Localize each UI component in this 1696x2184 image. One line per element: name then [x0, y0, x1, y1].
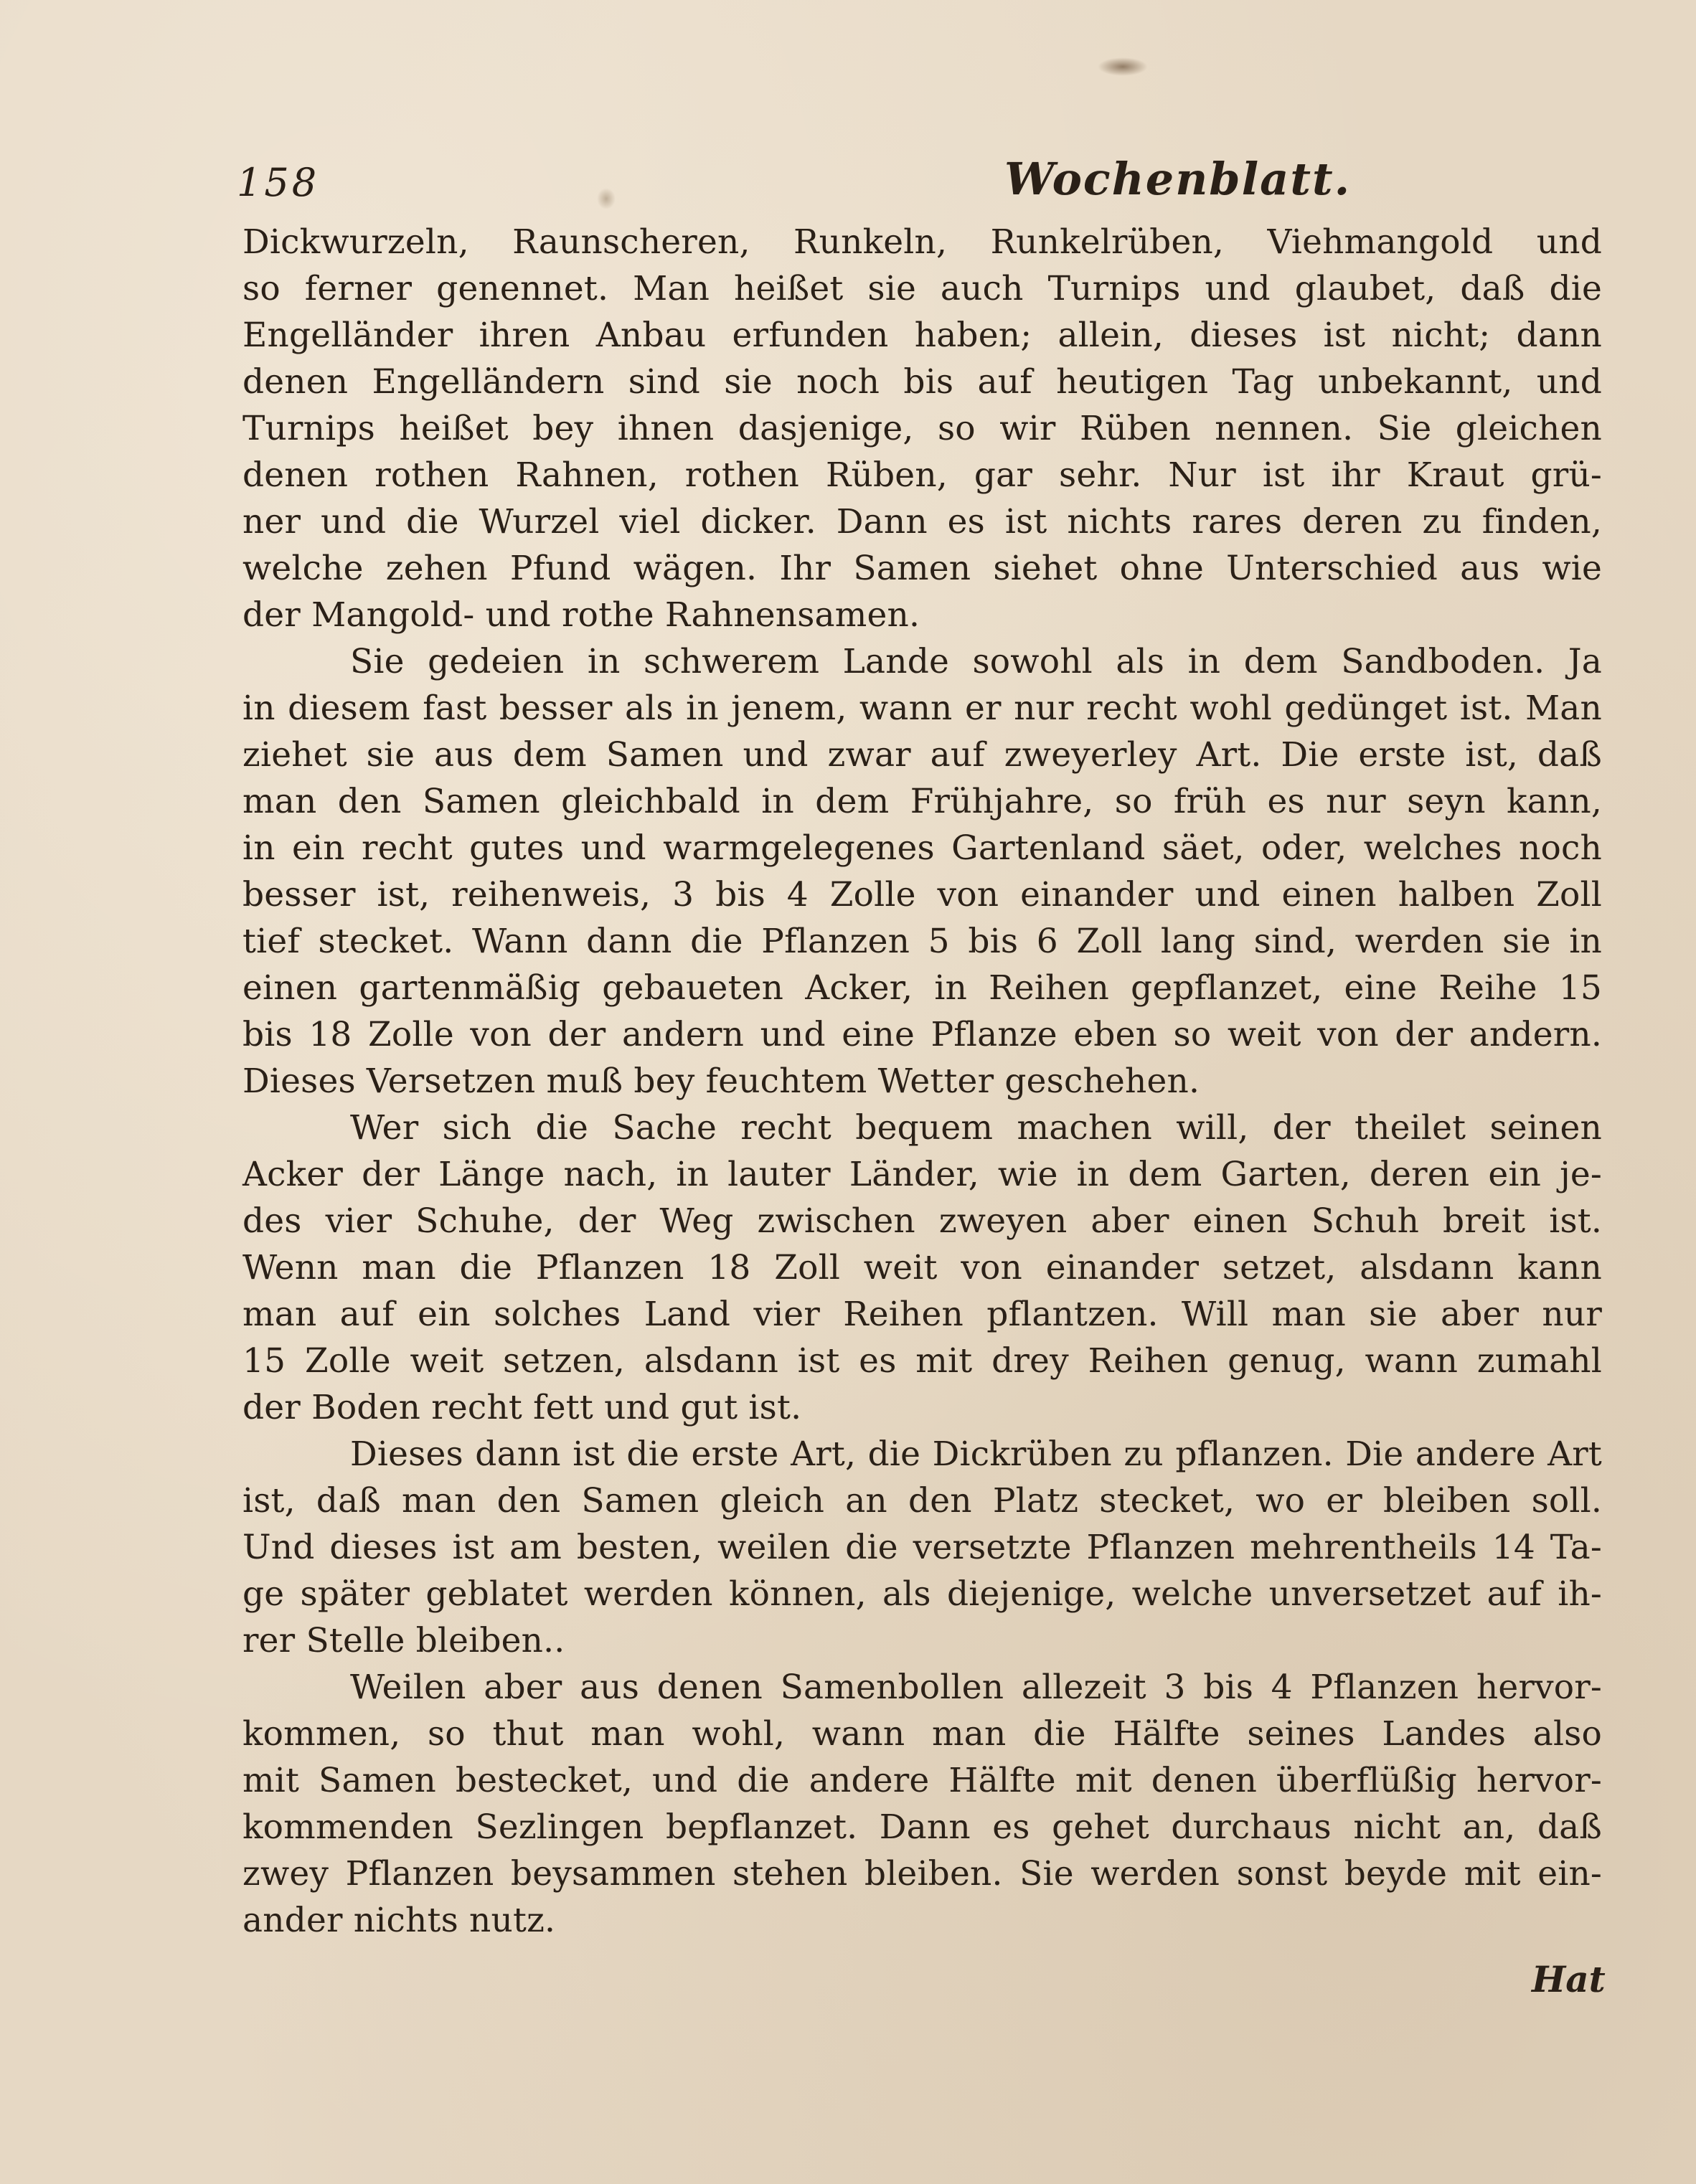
text-line: kommen, so thut man wohl, wann man die Hälfte seines Landes also	[242, 1714, 1602, 1754]
text-line: 15 Zolle weit setzen, alsdann ist es mit drey Reihen genug, wann zumahl	[242, 1341, 1602, 1381]
text-line: zwey Pflanzen beysammen stehen bleiben. Sie werden sonst beyde mit ein-	[242, 1854, 1602, 1894]
text-line: der Mangold- und rothe Rahnensamen.	[242, 595, 920, 635]
text-line: welche zehen Pfund wägen. Ihr Samen siehet ohne Unterschied aus wie	[242, 549, 1602, 588]
text-line: so ferner genennet. Man heißet sie auch Turnips und glaubet, daß die	[242, 269, 1602, 308]
text-line: bis 18 Zolle von der andern und eine Pflanze eben so weit von der andern.	[242, 1015, 1602, 1054]
text-line: in diesem fast besser als in jenem, wann er nur recht wohl gedünget ist. Man	[242, 689, 1602, 728]
text-line: man auf ein solches Land vier Reihen pflantzen. Will man sie aber nur	[242, 1295, 1602, 1334]
catchword: Hat	[1532, 1958, 1606, 2000]
text-line: kommenden Sezlingen bepflanzet. Dann es gehet durchaus nicht an, daß	[242, 1807, 1602, 1847]
text-line: der Boden recht fett und gut ist.	[242, 1388, 802, 1427]
text-line: ziehet sie aus dem Samen und zwar auf zweyerley Art. Die erste ist, daß	[242, 735, 1602, 775]
text-line: Sie gedeien in schwerem Lande sowohl als in dem Sandboden. Ja	[350, 642, 1602, 681]
page-number: 158	[237, 160, 320, 205]
ink-stain	[1098, 57, 1148, 76]
text-line: Acker der Länge nach, in lauter Länder, wie in dem Garten, deren ein je-	[242, 1155, 1602, 1194]
text-line: Dickwurzeln, Raunscheren, Runkeln, Runkelrüben, Viehmangold und	[242, 222, 1602, 262]
text-line: Weilen aber aus denen Samenbollen allezeit 3 bis 4 Pflanzen hervor-	[350, 1668, 1602, 1707]
page-header	[237, 147, 1600, 212]
text-line: ner und die Wurzel viel dicker. Dann es ist nichts rares deren zu finden,	[242, 502, 1602, 542]
text-line: Und dieses ist am besten, weilen die versetzte Pflanzen mehrentheils 14 Ta-	[242, 1528, 1602, 1567]
running-title: Wochenblatt.	[1004, 153, 1352, 205]
text-line: ander nichts nutz.	[242, 1901, 556, 1940]
text-line: man den Samen gleichbald in dem Frühjahre, so früh es nur seyn kann,	[242, 782, 1602, 821]
text-line: Wenn man die Pflanzen 18 Zoll weit von einander setzet, alsdann kann	[242, 1248, 1602, 1287]
text-line: rer Stelle bleiben..	[242, 1621, 565, 1660]
text-line: denen rothen Rahnen, rothen Rüben, gar sehr. Nur ist ihr Kraut grü-	[242, 455, 1602, 495]
text-line: besser ist, reihenweis, 3 bis 4 Zolle von einander und einen halben Zoll	[242, 875, 1602, 914]
text-line: Wer sich die Sache recht bequem machen will, der theilet seinen	[350, 1108, 1602, 1148]
body-text	[242, 219, 1602, 1944]
text-line: ge später geblatet werden können, als diejenige, welche unversetzet auf ih-	[242, 1574, 1602, 1614]
text-line: denen Engelländern sind sie noch bis auf heutigen Tag unbekannt, und	[242, 362, 1602, 402]
text-line: Engelländer ihren Anbau erfunden haben; allein, dieses ist nicht; dann	[242, 316, 1602, 355]
text-line: in ein recht gutes und warmgelegenes Gartenland säet, oder, welches noch	[242, 828, 1602, 868]
text-line: Turnips heißet bey ihnen dasjenige, so wir Rüben nennen. Sie gleichen	[242, 409, 1602, 448]
text-line: einen gartenmäßig gebaueten Acker, in Reihen gepflanzet, eine Reihe 15	[242, 968, 1602, 1008]
text-line: Dieses dann ist die erste Art, die Dickrüben zu pflanzen. Die andere Art	[350, 1434, 1602, 1474]
text-line: ist, daß man den Samen gleich an den Platz stecket, wo er bleiben soll.	[242, 1481, 1602, 1521]
text-line: des vier Schuhe, der Weg zwischen zweyen aber einen Schuh breit ist.	[242, 1201, 1602, 1241]
text-line: tief stecket. Wann dann die Pflanzen 5 bis 6 Zoll lang sind, werden sie in	[242, 922, 1602, 961]
text-line: mit Samen bestecket, und die andere Hälfte mit denen überflüßig hervor-	[242, 1761, 1602, 1800]
text-line: Dieses Versetzen muß bey feuchtem Wetter geschehen.	[242, 1062, 1200, 1101]
